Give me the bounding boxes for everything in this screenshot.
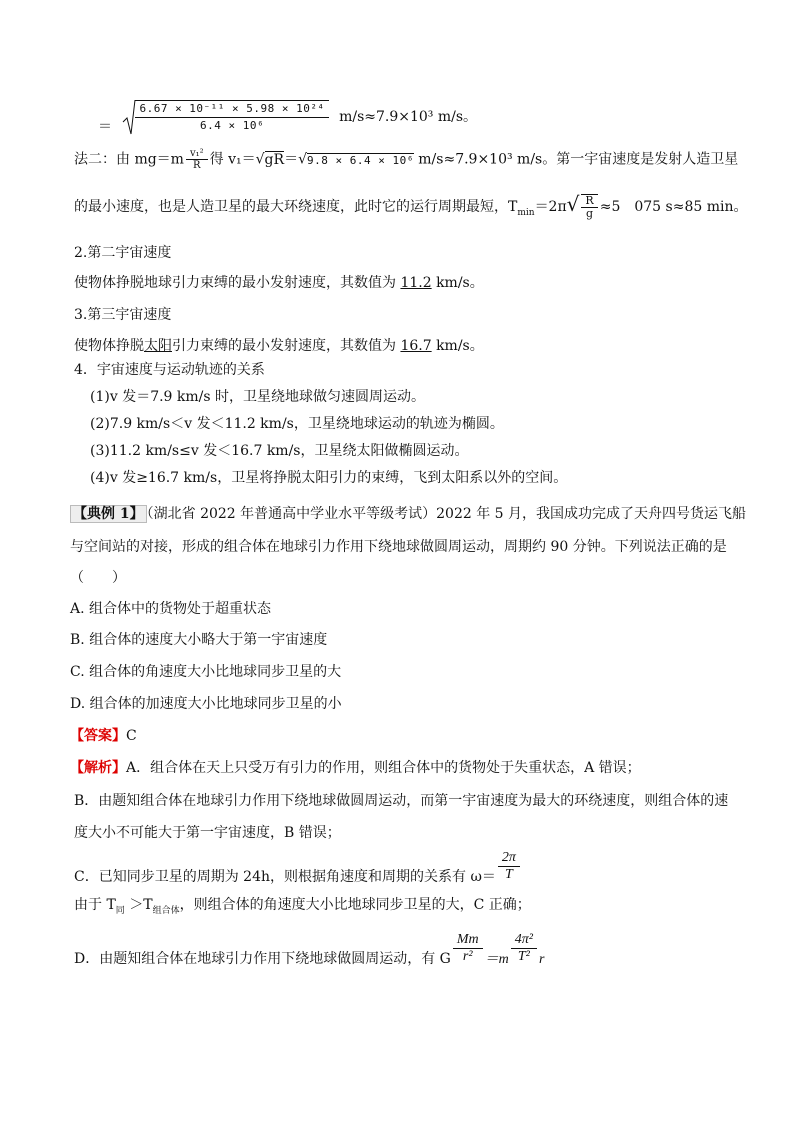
tmin-sub: min: [517, 207, 535, 218]
method2-line-2: [74, 194, 747, 223]
sec4-heading: 4．宇宙速度与运动轨迹的关系: [74, 362, 265, 378]
analysis-tag: 【解析】: [70, 760, 126, 776]
analysis-d-end: r: [538, 951, 545, 967]
analysis-c1-den: T: [504, 867, 513, 882]
analysis-c1-text: C．已知同步卫星的周期为 24h，则根据角速度和周期的关系有 ω＝: [74, 868, 496, 885]
answer-line: [70, 726, 137, 746]
sec3-text: [74, 336, 484, 356]
method2-frac2-num: R: [581, 195, 597, 208]
sec3-value: 16.7: [400, 338, 432, 354]
method2-eq2: ＝: [284, 151, 299, 168]
method2-sqrt-gr: gR: [264, 151, 285, 168]
analysis-b2: 度大小不可能大于第一宇宙速度，B 错误；: [74, 825, 341, 841]
option-c: C. 组合体的角速度大小比地球同步卫星的大: [70, 664, 342, 680]
analysis-c2: [74, 895, 531, 921]
sec3-text-a: 使物体挣脱: [74, 338, 144, 354]
analysis-d1-text: D．由题知组合体在地球引力作用下绕地球做圆周运动，有 G: [74, 950, 451, 967]
analysis-c1-num: 2π: [498, 850, 520, 867]
sec3-underline-word: 太阳: [144, 338, 172, 354]
radical-icon: √: [255, 151, 265, 168]
formula1-numerator: 6.67 × 10⁻¹¹ × 5.98 × 10²⁴: [135, 101, 328, 118]
analysis-b1: B．由题知组合体在地球引力作用下绕地球做圆周运动，而第一宇宙速度为最大的环绕速度，则组合体的速: [74, 793, 729, 809]
method2-line2-b: ＝2π: [534, 199, 567, 215]
sec3-heading: 3.第三宇宙速度: [74, 307, 172, 323]
analysis-a-text: A．组合体在天上只受万有引力的作用，则组合体中的货物处于失重状态，A 错误；: [126, 760, 641, 776]
sec2-text-b: km/s。: [431, 275, 484, 291]
analysis-c2-a: 由于 T: [74, 897, 116, 913]
answer-tag: 【答案】: [70, 728, 126, 744]
sec2-text-a: 使物体挣脱地球引力束缚的最小发射速度，其数值为: [74, 275, 401, 291]
method2-part1: 法二：由 mg＝m: [74, 151, 184, 168]
radical-icon: [122, 98, 136, 136]
analysis-c2-c: ，则组合体的角速度大小比地球同步卫星的大，C 正确；: [179, 897, 531, 913]
analysis-d-num1: Mm: [453, 932, 483, 949]
method2-line-1: [74, 148, 738, 171]
equals-sign: ＝: [98, 119, 112, 135]
option-d: D. 组合体的加速度大小比地球同步卫星的小: [70, 696, 342, 712]
sec4-item-1: (1)v 发＝7.9 km/s 时，卫星绕地球做匀速圆周运动。: [90, 389, 426, 405]
formula-line-1: [98, 98, 477, 138]
analysis-d-eq: ＝m: [484, 951, 509, 967]
example-line1-text: （湖北省 2022 年普通高中学业水平等级考试）2022 年 5 月，我国成功完成了天舟四号货运飞船: [146, 506, 747, 522]
method2-frac-den: R: [193, 160, 201, 171]
formula1-denominator: 6.4 × 10⁶: [199, 119, 265, 132]
analysis-c2-sub2: 组合体: [152, 905, 180, 916]
example-line-2: 与空间站的对接，形成的组合体在地球引力作用下绕地球做圆周运动，周期约 90 分钟。下列说法正确的是: [70, 539, 727, 555]
example-tag: 【典例 1】: [70, 505, 147, 523]
analysis-a: [70, 758, 641, 778]
method2-frac2-den: g: [586, 207, 594, 220]
method2-line2-c: ≈5 075 s≈85 min。: [599, 199, 748, 215]
method2-frac-num: v₁²: [186, 148, 208, 160]
formula1-result: m/s≈7.9×10³ m/s。: [339, 109, 478, 125]
radical-icon: √: [298, 151, 307, 168]
sec4-item-3: (3)11.2 km/s≤v 发＜16.7 km/s，卫星绕太阳做椭圆运动。: [90, 443, 469, 459]
method2-sqrt-num: 9.8 × 6.4 × 10⁶: [306, 153, 414, 167]
sec3-text-b: 引力束缚的最小发射速度，其数值为: [172, 338, 401, 354]
analysis-d1: [74, 932, 544, 972]
analysis-d-den2: T²: [517, 949, 530, 964]
method2-line2-a: 的最小速度，也是人造卫星的最大环绕速度，此时它的运行周期最短，T: [74, 199, 518, 215]
answer-value: C: [126, 728, 137, 744]
option-a: A. 组合体中的货物处于超重状态: [70, 601, 272, 617]
sec2-text: [74, 273, 484, 293]
analysis-d-den1: r²: [462, 949, 473, 964]
analysis-c2-sub1: 同: [115, 905, 125, 916]
analysis-d-num2: 4π²: [511, 932, 537, 949]
example-line-1: [70, 504, 746, 524]
sec2-heading: 2.第二宇宙速度: [74, 245, 172, 261]
analysis-c1: [74, 850, 522, 890]
method2-part2: 得 v₁＝: [209, 151, 256, 168]
analysis-c2-b: ＞T: [124, 897, 153, 913]
sec2-value: 11.2: [400, 275, 432, 291]
sec3-text-c: km/s。: [431, 338, 484, 354]
option-b: B. 组合体的速度大小略大于第一宇宙速度: [70, 632, 328, 648]
sec4-item-4: (4)v 发≥16.7 km/s，卫星将挣脱太阳引力的束缚，飞到太阳系以外的空间。: [90, 470, 568, 486]
sec4-item-2: (2)7.9 km/s＜v 发＜11.2 km/s，卫星绕地球运动的轨迹为椭圆。: [90, 416, 504, 432]
example-paren: （ ）: [70, 570, 126, 586]
sqrt-expression: [122, 98, 330, 136]
radical-icon: √: [566, 192, 580, 216]
method2-part3: m/s≈7.9×10³ m/s。第一宇宙速度是发射人造卫星: [418, 151, 739, 168]
